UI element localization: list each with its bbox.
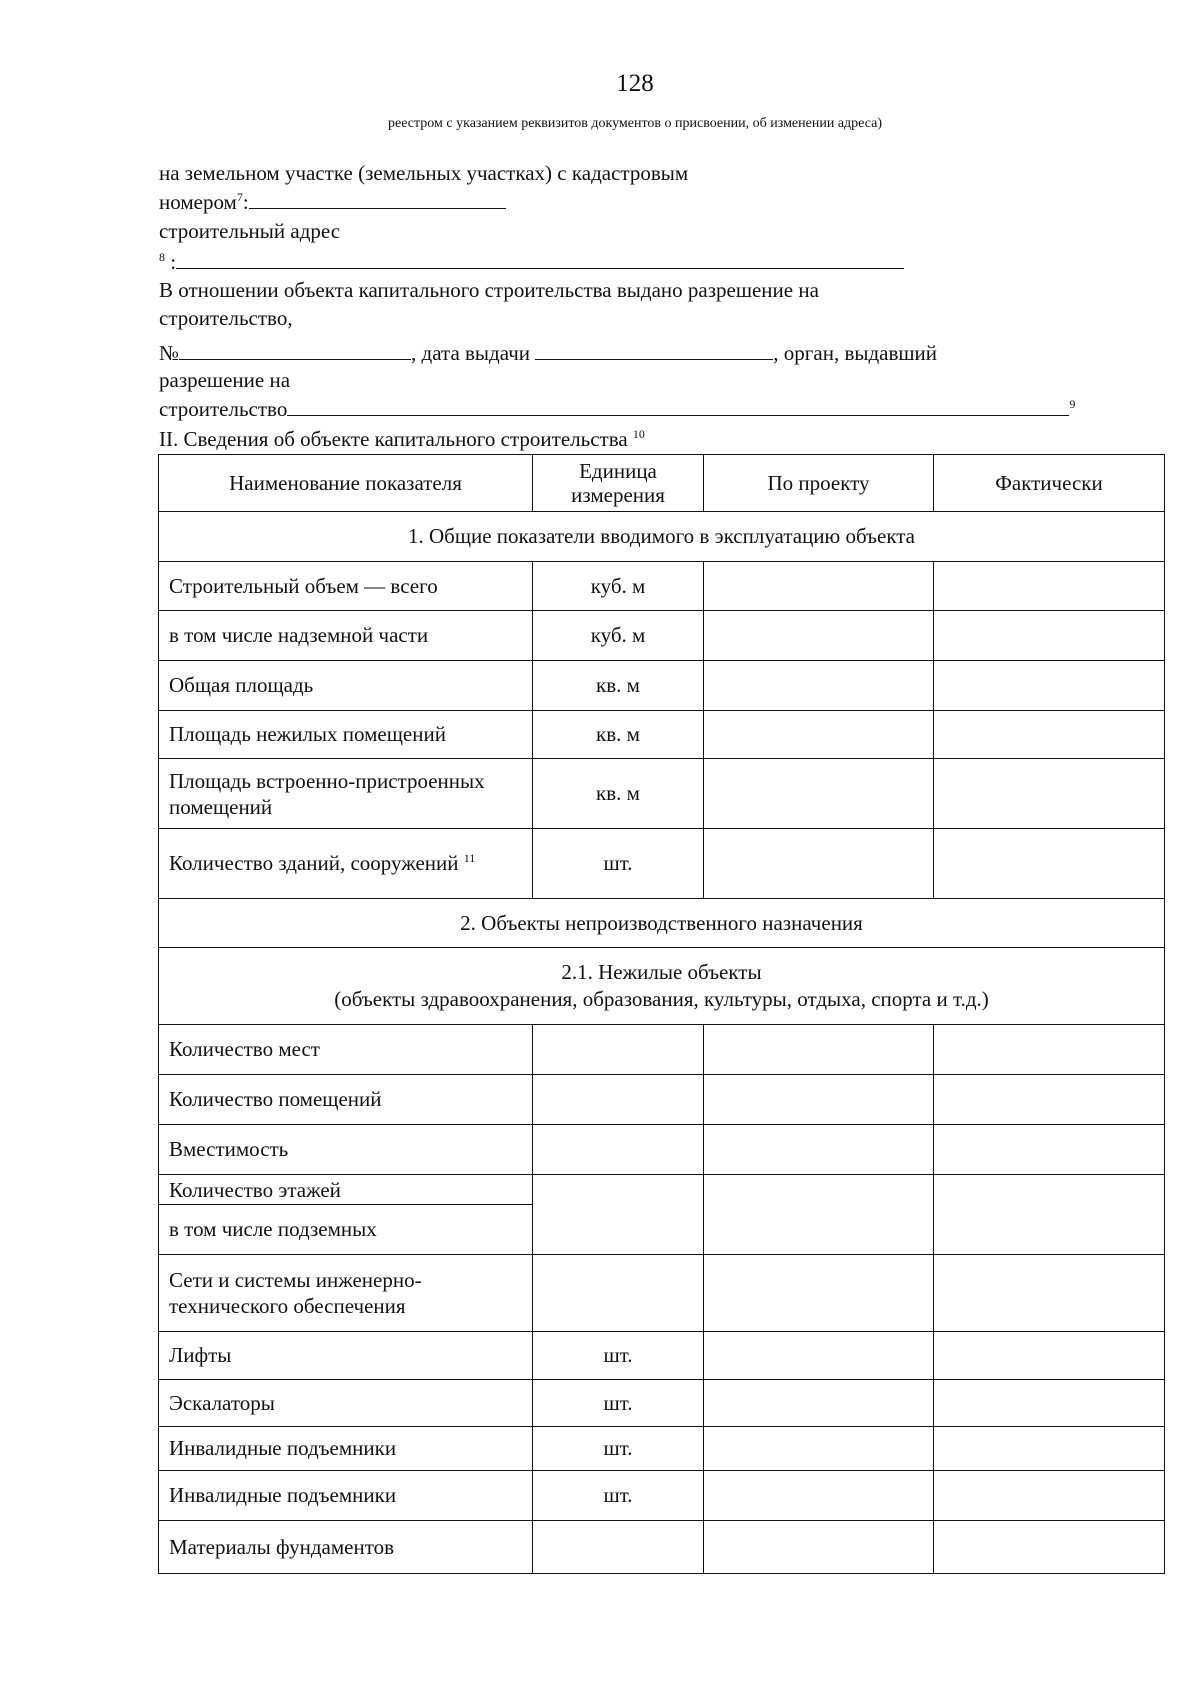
building-address-label: строительный адрес bbox=[159, 219, 341, 243]
actual-value-cell[interactable] bbox=[934, 1175, 1165, 1255]
floors-label: Количество этажей bbox=[159, 1175, 532, 1205]
row-label: Эскалаторы bbox=[159, 1380, 533, 1427]
permit-line-1: В отношении объекта капитального строительства выдано разрешение на bbox=[159, 278, 819, 302]
actual-value-cell[interactable] bbox=[934, 1380, 1165, 1427]
section-2-heading: 2. Объекты непроизводственного назначения bbox=[159, 899, 1165, 948]
table-row bbox=[159, 1521, 1165, 1574]
cadastral-number-field: номером$^7$: bbox=[159, 188, 506, 215]
project-value-cell[interactable] bbox=[704, 711, 934, 759]
table-row bbox=[159, 562, 1165, 611]
header-note: реестром с указанием реквизитов документов о присвоении, об изменении адреса) bbox=[388, 116, 882, 131]
actual-value-cell[interactable] bbox=[934, 611, 1165, 661]
section-2-1-note: (объекты здравоохранения, образования, культуры, отдыха, спорта и т.д.) bbox=[334, 987, 989, 1011]
header-unit: Единица измерения bbox=[533, 455, 704, 512]
issue-date-blank bbox=[535, 339, 773, 360]
address-blank bbox=[176, 248, 904, 269]
project-value-cell[interactable] bbox=[704, 1332, 934, 1380]
row-unit: кв. м bbox=[533, 711, 704, 759]
actual-value-cell[interactable] bbox=[934, 1125, 1165, 1175]
construction-label: строительство bbox=[159, 397, 288, 421]
footnote-ref: 9 bbox=[1069, 397, 1076, 411]
table-row bbox=[159, 711, 1165, 759]
actual-value-cell[interactable] bbox=[934, 1427, 1165, 1471]
row-unit: куб. м bbox=[533, 611, 704, 661]
project-value-cell[interactable] bbox=[704, 1471, 934, 1521]
project-value-cell[interactable] bbox=[704, 1175, 934, 1255]
address-field: $^8$ : bbox=[159, 248, 904, 275]
footnote-ref: 7 bbox=[236, 190, 243, 204]
cadastral-label: номером bbox=[159, 190, 237, 214]
table-row bbox=[159, 1380, 1165, 1427]
row-label: Вместимость bbox=[159, 1125, 533, 1175]
footnote-ref: 10 bbox=[632, 427, 645, 441]
building-indicators-table bbox=[158, 454, 1165, 1574]
row-unit bbox=[533, 1075, 704, 1125]
project-value-cell[interactable] bbox=[704, 1521, 934, 1574]
permit-number-line bbox=[159, 339, 937, 366]
row-unit: шт. bbox=[533, 829, 704, 899]
row-unit bbox=[533, 1521, 704, 1574]
permit-line-2: строительство, bbox=[159, 306, 293, 330]
number-label: № bbox=[159, 341, 180, 365]
row-label: Общая площадь bbox=[159, 661, 533, 711]
row-label: Количество зданий, сооружений $^{11}$ bbox=[159, 829, 533, 899]
project-value-cell[interactable] bbox=[704, 759, 934, 829]
row-unit bbox=[533, 1175, 704, 1255]
table-row bbox=[159, 759, 1165, 829]
header-actual: Фактически bbox=[934, 455, 1165, 512]
row-label: Инвалидные подъемники bbox=[159, 1427, 533, 1471]
issuing-authority-label: , орган, выдавший bbox=[773, 341, 938, 365]
row-unit: шт. bbox=[533, 1427, 704, 1471]
table-row bbox=[159, 661, 1165, 711]
row-label: Инвалидные подъемники bbox=[159, 1471, 533, 1521]
row-label: Площадь встроенно-пристроенных помещений bbox=[159, 759, 533, 829]
table-row bbox=[159, 611, 1165, 661]
table-row bbox=[159, 1075, 1165, 1125]
row-label: Количество мест bbox=[159, 1025, 533, 1075]
actual-value-cell[interactable] bbox=[934, 829, 1165, 899]
table-row bbox=[159, 1175, 1165, 1255]
table-row bbox=[159, 1125, 1165, 1175]
issue-date-label: , дата выдачи bbox=[411, 341, 531, 365]
row-label: Строительный объем — всего bbox=[159, 562, 533, 611]
project-value-cell[interactable] bbox=[704, 1255, 934, 1332]
header-project: По проекту bbox=[704, 455, 934, 512]
row-unit bbox=[533, 1125, 704, 1175]
actual-value-cell[interactable] bbox=[934, 711, 1165, 759]
row-unit: куб. м bbox=[533, 562, 704, 611]
permit-number-blank bbox=[179, 339, 411, 360]
row-label: Сети и системы инженерно-технического обеспечения bbox=[159, 1255, 533, 1332]
cadastral-blank bbox=[249, 188, 506, 209]
row-unit bbox=[533, 1255, 704, 1332]
project-value-cell[interactable] bbox=[704, 611, 934, 661]
actual-value-cell[interactable] bbox=[934, 1471, 1165, 1521]
table-row bbox=[159, 829, 1165, 899]
table-row bbox=[159, 1471, 1165, 1521]
floors-cell bbox=[159, 1175, 533, 1255]
section-title: II. Сведения об объекте капитального строительства $^{10}$ bbox=[159, 427, 645, 451]
project-value-cell[interactable] bbox=[704, 562, 934, 611]
row-label: Количество помещений bbox=[159, 1075, 533, 1125]
construction-blank bbox=[287, 395, 1069, 416]
row-unit: кв. м bbox=[533, 759, 704, 829]
row-unit: кв. м bbox=[533, 661, 704, 711]
row-label: Материалы фундаментов bbox=[159, 1521, 533, 1574]
row-unit: шт. bbox=[533, 1332, 704, 1380]
section-2-1-heading bbox=[159, 948, 1165, 1025]
project-value-cell[interactable] bbox=[704, 1075, 934, 1125]
footnote-ref: 8 bbox=[159, 250, 165, 264]
table-row bbox=[159, 1255, 1165, 1332]
project-value-cell[interactable] bbox=[704, 1125, 934, 1175]
row-unit: шт. bbox=[533, 1380, 704, 1427]
actual-value-cell[interactable] bbox=[934, 1075, 1165, 1125]
land-plot-line: на земельном участке (земельных участках) с кадастровым bbox=[159, 161, 689, 185]
actual-value-cell[interactable] bbox=[934, 1332, 1165, 1380]
section-2-1-title: 2.1. Нежилые объекты bbox=[561, 960, 762, 984]
row-label: в том числе надземной части bbox=[159, 611, 533, 661]
actual-value-cell[interactable] bbox=[934, 1025, 1165, 1075]
underground-label: в том числе подземных bbox=[169, 1217, 377, 1241]
project-value-cell[interactable] bbox=[704, 1427, 934, 1471]
construction-field bbox=[159, 395, 1075, 422]
actual-value-cell[interactable] bbox=[934, 1255, 1165, 1332]
footnote-ref: 11 bbox=[463, 851, 476, 865]
actual-value-cell[interactable] bbox=[934, 759, 1165, 829]
actual-value-cell[interactable] bbox=[934, 661, 1165, 711]
row-unit bbox=[533, 1025, 704, 1075]
project-value-cell[interactable] bbox=[704, 829, 934, 899]
permit-to-label: разрешение на bbox=[159, 368, 291, 392]
row-label: Лифты bbox=[159, 1332, 533, 1380]
table-row bbox=[159, 1427, 1165, 1471]
actual-value-cell[interactable] bbox=[934, 562, 1165, 611]
row-unit: шт. bbox=[533, 1471, 704, 1521]
actual-value-cell[interactable] bbox=[934, 1521, 1165, 1574]
table-row bbox=[159, 1332, 1165, 1380]
section-1-heading: 1. Общие показатели вводимого в эксплуатацию объекта bbox=[159, 512, 1165, 562]
table-row bbox=[159, 1025, 1165, 1075]
header-indicator: Наименование показателя bbox=[159, 455, 533, 512]
project-value-cell[interactable] bbox=[704, 1025, 934, 1075]
table-header-row bbox=[159, 455, 1165, 512]
row-label: Площадь нежилых помещений bbox=[159, 711, 533, 759]
page-number: 128 bbox=[616, 70, 654, 97]
project-value-cell[interactable] bbox=[704, 1380, 934, 1427]
project-value-cell[interactable] bbox=[704, 661, 934, 711]
